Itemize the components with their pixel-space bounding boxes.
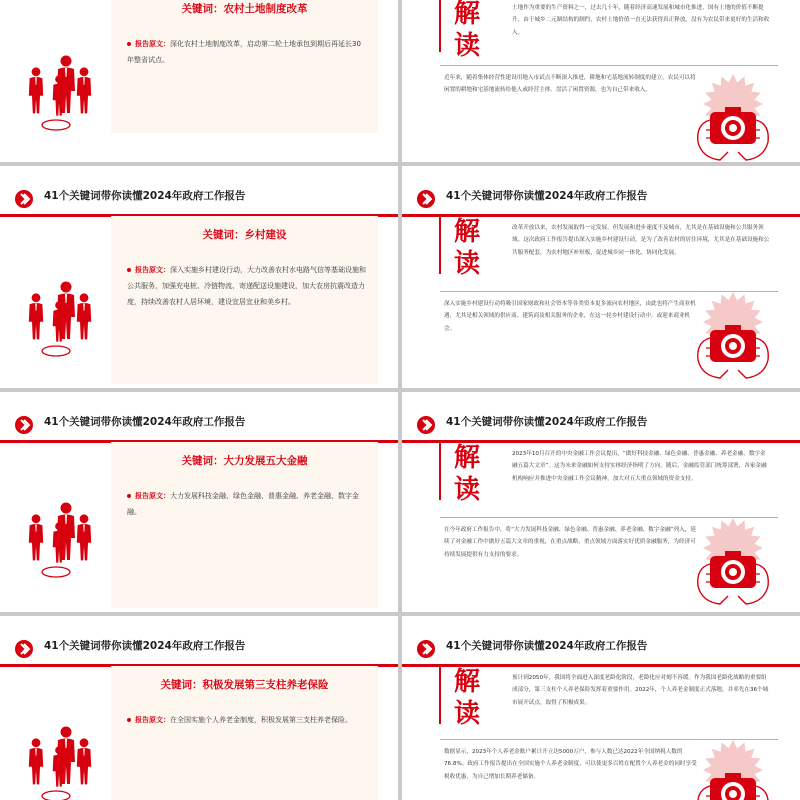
chevron-circle-icon xyxy=(416,415,436,435)
chevron-circle-icon xyxy=(416,639,436,659)
slide-header xyxy=(402,178,800,218)
header-title: 41个关键词带你读懂2024年政府工作报告 xyxy=(44,640,246,652)
interpretation-label: 解 读 xyxy=(454,667,481,729)
report-text: 报告原文：在全国实施个人养老金制度，积极发展第三支柱养老保险。 xyxy=(127,712,366,728)
slide-right-1 xyxy=(402,0,800,162)
keyword-title: 关键词：积极发展第三支柱养老保险 xyxy=(160,679,329,691)
keyword-card xyxy=(111,214,378,384)
keyword-title: 关键词：大力发展五大金融 xyxy=(181,455,308,467)
header-title: 41个关键词带你读懂2024年政府工作报告 xyxy=(44,416,246,428)
slide-right-2 xyxy=(402,166,800,388)
chevron-circle-icon xyxy=(14,639,34,659)
slide-left-2 xyxy=(0,166,398,388)
slide-left-4 xyxy=(0,616,398,800)
interpretation-text-2: 数据显示，2023年个人养老金账户累计开立达5000万户，参与人数已达2022年全国纳税人数的76.8%。政府工作报告提出在全国实施个人养老金制度，可以使更多百姓在配置个人养老金的同时享受税收优惠，为自己增加长期养老储备。 xyxy=(444,749,697,780)
header-title: 41个关键词带你读懂2024年政府工作报告 xyxy=(446,190,648,202)
business-people-illustration xyxy=(14,716,110,800)
header-title: 41个关键词带你读懂2024年政府工作报告 xyxy=(446,416,648,428)
keyword-card xyxy=(111,664,378,800)
header-title: 41个关键词带你读懂2024年政府工作报告 xyxy=(44,190,246,202)
interpretation-label: 解 读 xyxy=(454,217,481,279)
chevron-circle-icon xyxy=(416,189,436,209)
interpretation-text-2: 在今年政府工作报告中，将“大力发展科技金融、绿色金融、普惠金融、养老金融、数字金融”列入，延续了对金融工作中做好五篇大文章的重视，在重点战略、重点领域方面落实好优质金融服务，为经济可持续发展提供有力支持的要求。 xyxy=(444,527,696,558)
report-text: 报告原文：深化农村土地制度改革，启动第二轮土地承包到期后再延长30年整省试点。 xyxy=(127,40,361,64)
interpretation-text: 预计到2050年，我国将全面进入深度老龄化阶段，老龄化应对刻不容缓。作为我国老龄化战略的重要组成部分，第三支柱个人养老保险发挥着重要作用。2022年，个人养老金制度正式落地，并率先在36个城市展开试点，取得了积极成果。 xyxy=(512,675,769,706)
camera-hands-icon xyxy=(688,68,778,162)
camera-hands-icon xyxy=(688,512,778,612)
interpretation-text: 2023年10月召开的中央金融工作会议提出，“做好科技金融、绿色金融、普惠金融、养老金融、数字金融五篇大文章”。这为未来金融如何支持实体经济指明了方向。随后，金融监管部门统筹部署，各家金融机构响应并推进中央金融工作会议精神，加大对五大重点领域的资金支持。 xyxy=(512,451,767,482)
keyword-title: 关键词：乡村建设 xyxy=(202,229,287,241)
business-people-illustration xyxy=(14,271,110,363)
report-text: 报告原文：大力发展科技金融、绿色金融、普惠金融、养老金融、数字金融。 xyxy=(127,492,359,516)
slide-header xyxy=(402,404,800,444)
chevron-circle-icon xyxy=(14,189,34,209)
slide-left-1 xyxy=(0,0,398,162)
slide-header xyxy=(0,404,398,444)
business-people-illustration xyxy=(14,492,110,584)
interpretation-text-2: 近年来，随着集体经营性建设用地入市试点不断深入推进，耕地和宅基地流转制度的建立，农民可以将闲置的耕地和宅基地流转给他人或经营主体，盘活了闲置资源，也为自己带来收入。 xyxy=(444,75,696,94)
chevron-circle-icon xyxy=(14,415,34,435)
interpretation-label: 解 读 xyxy=(454,443,481,505)
interpretation-label: 解 读 xyxy=(454,0,481,61)
keyword-card xyxy=(111,0,378,133)
slide-right-3 xyxy=(402,392,800,612)
business-people-illustration xyxy=(14,45,110,137)
header-title: 41个关键词带你读懂2024年政府工作报告 xyxy=(446,640,648,652)
slide-header xyxy=(402,628,800,668)
report-text: 报告原文：深入实施乡村建设行动，大力改善农村水电路气信等基础设施和公共服务，加强充电桩、冷链物流、寄递配送设施建设，加大农房抗震改造力度，持续改善农村人居环境，建设宜居宜业和美乡村。 xyxy=(127,266,366,306)
slide-header xyxy=(0,178,398,218)
slide-right-4 xyxy=(402,616,800,800)
interpretation-text: 土地作为重要的生产资料之一，过去几十年，随着经济高速发展和城市化推进，国有土地的价值不断提升，由于城乡二元制结构的制约，农村土地价值一直无法获得真正释放，没有为农民带来更好的生活和收入。 xyxy=(512,5,770,36)
interpretation-text-2: 深入实施乡村建设行动将吸引国家财政和社会资本等各类资本更多流向农村地区，由此也将产生商业机遇，尤其是相关领域的供应商、建筑商及相关服务的企业，在这一轮乡村建设行动中，或迎来商业机会。 xyxy=(444,301,696,332)
camera-hands-icon xyxy=(688,734,778,800)
keyword-title: 关键词：农村土地制度改革 xyxy=(181,3,308,15)
interpretation-text: 改革开放以来，农村发展取得一定发展，但发展和进步速度不及城市，尤其是在基础设施和公共服务领域。这次政府工作报告提出深入实施乡村建设行动，是为了改善农村的居住环境，尤其是在基础设施和公共服务配套，为农村地区补短板，促进城乡同一体化、协同化发展。 xyxy=(512,225,770,256)
camera-hands-icon xyxy=(688,286,778,386)
slide-left-3 xyxy=(0,392,398,612)
keyword-card xyxy=(111,440,378,608)
slide-header xyxy=(0,628,398,668)
